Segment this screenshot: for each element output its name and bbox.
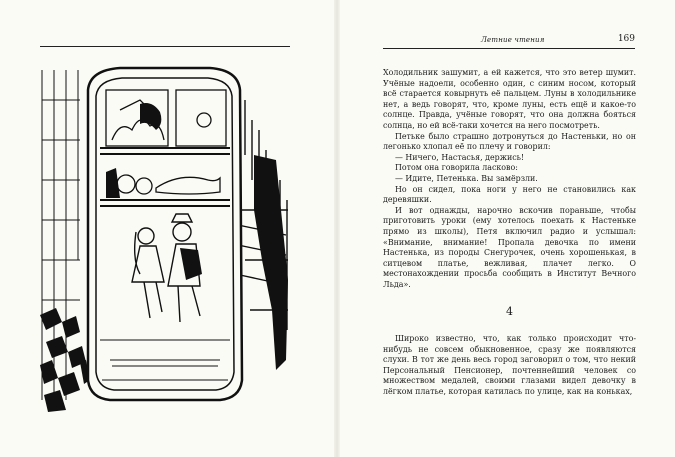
body-text xyxy=(383,68,636,398)
top-rule xyxy=(40,46,290,47)
paragraph: И вот однажды, нарочно вскочив пораньше, чтобы приготовить уроки (ему хотелось поехать к Настеньке прямо из школы), Петя включил радио и услышал: «Внимание, внимание! Пропала девочка по имени Настенька, из породы Снегурочек, очень хорошенькая, в ситцевом платье, вежливая, плачет легко. О местонахождении просьба сообщить в Институт Вечного Льда». xyxy=(383,205,636,289)
paragraph: Потом она говорила ласково: xyxy=(395,163,518,173)
paragraph: Широко известно, что, как только происходит что-нибудь не совсем обыкновенное, сразу же появляются слухи. В тот же день весь город заговорил о том, что некий Персональный Пенсионер, почтеннейший человек со множеством медалей, своими глазами видел девочку в лёгком платье, которая катилась по улице, как на коньках, xyxy=(383,334,636,397)
paragraph: Но он сидел, пока ноги у него не становились как деревяшки. xyxy=(383,184,636,205)
book-gutter xyxy=(334,0,340,457)
running-title: Летние чтения xyxy=(481,36,545,44)
checkered-floor xyxy=(40,308,90,412)
paragraph: Петьке было страшно дотронуться до Настеньки, но он легонько хлопал её по плечу и говорил: xyxy=(383,131,636,152)
paragraph: — Идите, Петенька. Вы замёрзли. xyxy=(395,173,538,183)
refrigerator-illustration xyxy=(40,60,290,412)
wall-shadow xyxy=(254,155,288,370)
paragraph: Холодильник зашумит, а ей кажется, что это ветер шумит. Учёные надоели, особенно один, с синим носом, который всё старается ковырнуть её пальцем. Луны в холодильнике нет, а ведь говорят, что, кроме луны, есть ещё и какое-то солнце. Правда, учёные говорят, что она должна бояться солнца, но ей всё-таки хочется на него посмотреть. xyxy=(383,68,636,130)
running-head xyxy=(383,34,635,49)
left-page xyxy=(0,0,337,457)
chapter-number: 4 xyxy=(506,305,513,319)
paragraph: — Ничего, Настасья, держись! xyxy=(395,152,525,162)
page-number: 169 xyxy=(617,34,635,44)
fridge-body xyxy=(88,68,242,400)
